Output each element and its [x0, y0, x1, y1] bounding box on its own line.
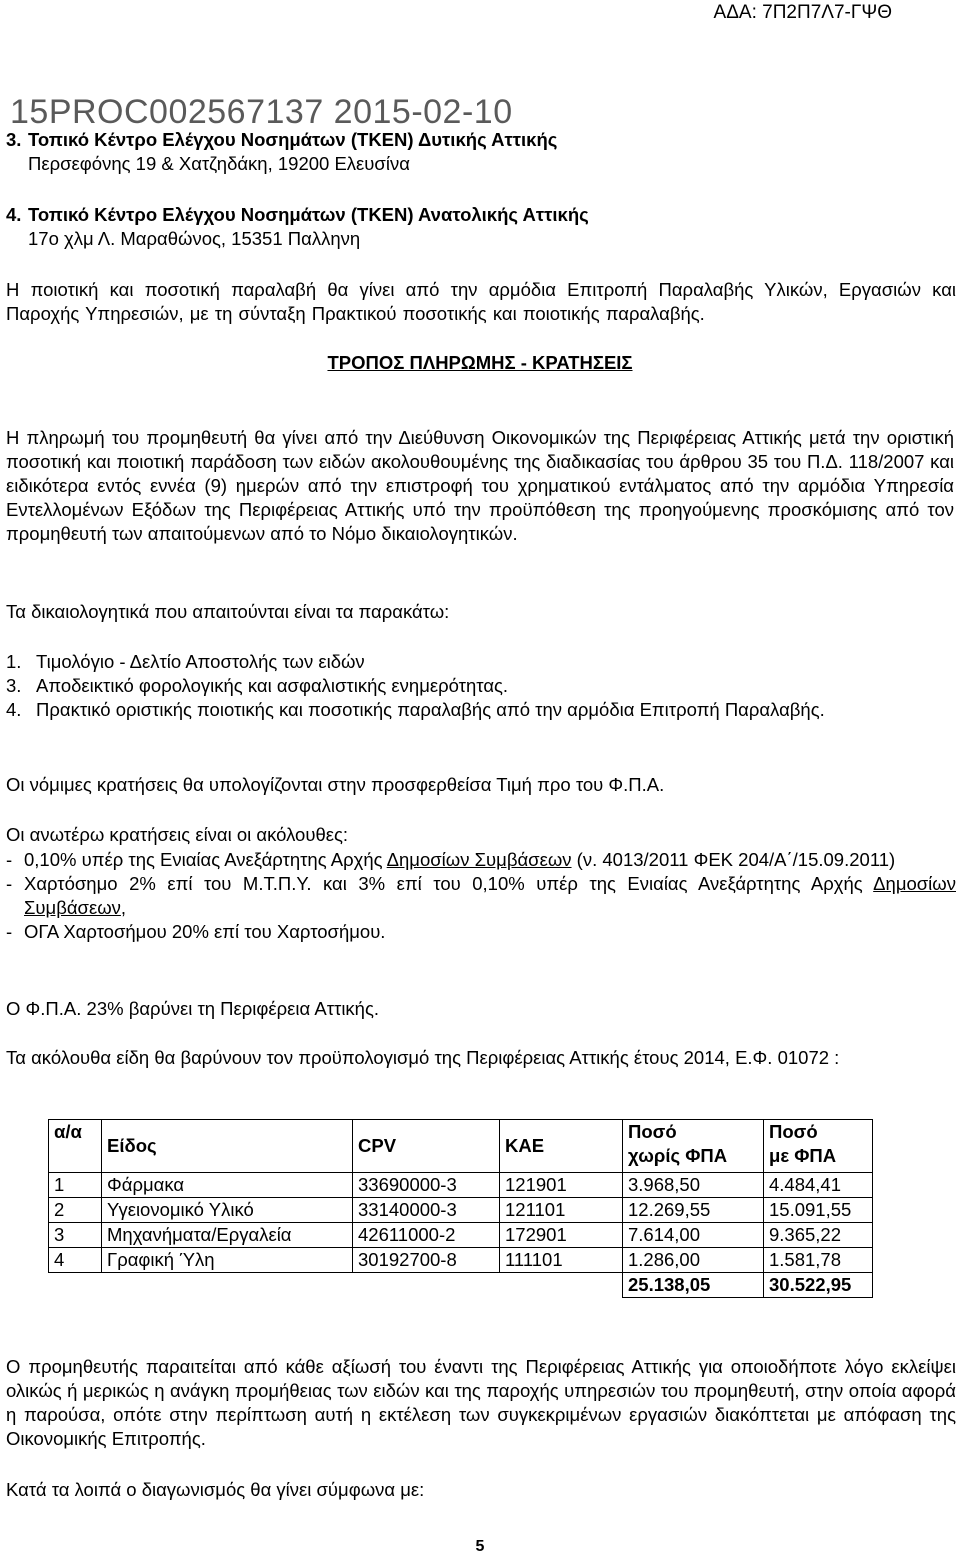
cell-kae: 121901: [500, 1173, 623, 1198]
cell-gross: 1.581,78: [764, 1248, 873, 1273]
col-gross: Ποσό με ΦΠΑ: [764, 1120, 873, 1173]
payment-heading: ΤΡΟΠΟΣ ΠΛΗΡΩΜΗΣ - ΚΡΑΤΗΣΕΙΣ: [327, 352, 633, 373]
documents-list: [6, 650, 956, 722]
list-number: 1.: [6, 651, 22, 672]
table-row: [49, 1173, 873, 1198]
list-text: ΟΓΑ Χαρτοσήμου 20% επί του Χαρτοσήμου.: [24, 921, 386, 942]
ada-code: ΑΔΑ: 7Π2Π7Λ7-ΓΨΘ: [713, 2, 892, 23]
total-net: 25.138,05: [623, 1273, 764, 1298]
budget-note: [6, 1046, 956, 1070]
withholdings-calc: Οι νόμιμες κρατήσεις θα υπολογίζονται στην προσφερθείσα Τιμή προ του Φ.Π.Α.: [6, 774, 665, 795]
waiver-text: Ο προμηθευτής παραιτείται από κάθε αξίωσή του έναντι της Περιφέρειας Αττικής για οποιοδήποτε λόγο εκλείψει ολικώς ή μερικώς η ανάγκη προμήθειας των ειδών και της παροχής υπηρεσιών του προμηθευτή, στην οποία αφορά η παρούσα, οπότε στην περίπτωση αυτή η εκτέλεση των συγκεκριμένων εργασιών διακόπτεται με απόφαση της Οικονομικής Επιτροπής.: [6, 1356, 956, 1449]
cell-kae: 111101: [500, 1248, 623, 1273]
list-text: 0,10% υπέρ της Ενιαίας Ανεξάρτητης Αρχής Δημοσίων Συμβάσεων (ν. 4013/2011 ΦΕΚ 204/Α΄/15.09.2011): [24, 849, 896, 870]
list-text: Αποδεικτικό φορολογικής και ασφαλιστικής ενημερότητας.: [36, 675, 509, 696]
totals-row: [49, 1273, 873, 1298]
vat-note: Ο Φ.Π.Α. 23% βαρύνει τη Περιφέρεια Αττικής.: [6, 998, 380, 1019]
total-gross: 30.522,95: [764, 1273, 873, 1298]
dash-marker: -: [6, 921, 13, 942]
cell-gross: 9.365,22: [764, 1223, 873, 1248]
location-name: Τοπικό Κέντρο Ελέγχου Νοσημάτων (ΤΚΕΝ) Ανατολικής Αττικής: [28, 204, 589, 225]
cell-net: 7.614,00: [623, 1223, 764, 1248]
receipt-paragraph: [6, 278, 956, 326]
list-item: [6, 872, 956, 920]
cell-kae: 172901: [500, 1223, 623, 1248]
cell-kae: 121101: [500, 1198, 623, 1223]
list-text: Πρακτικό οριστικής ποιοτικής και ποσοτικής παραλαβής από την αρμόδια Επιτροπή Παραλαβής.: [36, 699, 825, 720]
page-number: 5: [475, 1538, 485, 1555]
list-item: [6, 848, 956, 872]
cell-cpv: 42611000-2: [353, 1223, 500, 1248]
cell-aa: 3: [49, 1223, 102, 1248]
table-row: [49, 1223, 873, 1248]
items-table: [48, 1119, 873, 1298]
waiver-paragraph: [6, 1355, 956, 1451]
list-number: 4.: [6, 699, 22, 720]
cell-aa: 2: [49, 1198, 102, 1223]
list-text: Τιμολόγιο - Δελτίο Αποστολής των ειδών: [36, 651, 365, 672]
dash-marker: -: [6, 849, 13, 870]
closing-line: Κατά τα λοιπά ο διαγωνισμός θα γίνει σύμφωνα με:: [6, 1479, 425, 1500]
dash-marker: -: [6, 873, 13, 894]
cell-cpv: 33690000-3: [353, 1173, 500, 1198]
table-row: [49, 1198, 873, 1223]
withholdings-list: [6, 848, 956, 944]
budget-text: Τα ακόλουθα είδη θα βαρύνουν τον προϋπολογισμό της Περιφέρειας Αττικής έτους 2014, Ε.Φ. 01072 :: [6, 1047, 840, 1068]
location-address: 17ο χλμ Λ. Μαραθώνος, 15351 Παλληνη: [28, 228, 361, 249]
col-item: Είδος: [102, 1120, 353, 1173]
list-item: [6, 674, 956, 698]
cell-gross: 15.091,55: [764, 1198, 873, 1223]
payment-text: Η πληρωμή του προμηθευτή θα γίνει από την Διεύθυνση Οικονομικών της Περιφέρειας Αττικής μετά την οριστική ποσοτική και ποιοτική παράδοση των ειδών ακολουθουμένης της διαδικασίας του άρθρου 35 του Π.Δ. 118/2007 και ειδικότερα εντός εννέα (9) ημερών από την επιστροφή του χρηματικού εντάλματος από την αρμόδια Υπηρεσία Εντελλομένων Εξόδων της Περιφέρειας Αττικής υπό την προϋπόθεση της προηγούμενης προσκόμισης από τον προμηθευτή των απαιτούμενων από το Νόμο δικαιολογητικών.: [6, 427, 954, 544]
cell-aa: 1: [49, 1173, 102, 1198]
list-item: [6, 920, 956, 944]
list-number: 3.: [6, 675, 22, 696]
table-header-row: [49, 1120, 873, 1173]
cell-item: Γραφική Ύλη: [102, 1248, 353, 1273]
withholdings-intro: Οι ανωτέρω κρατήσεις είναι οι ακόλουθες:: [6, 824, 349, 845]
protocol-number: 15PROC002567137 2015-02-10: [10, 93, 513, 131]
col-kae: ΚΑΕ: [500, 1120, 623, 1173]
payment-paragraph: [6, 426, 954, 546]
col-cpv: CPV: [353, 1120, 500, 1173]
cell-net: 12.269,55: [623, 1198, 764, 1223]
col-aa: α/α: [49, 1120, 102, 1173]
cell-gross: 4.484,41: [764, 1173, 873, 1198]
location-number: 3.: [6, 129, 22, 150]
table-row: [49, 1248, 873, 1273]
cell-item: Φάρμακα: [102, 1173, 353, 1198]
list-text: Χαρτόσημο 2% επί του Μ.Τ.Π.Υ. και 3% επί του 0,10% υπέρ της Ενιαίας Ανεξάρτητης Αρχής Δημοσίων Συμβάσεων,: [24, 873, 956, 918]
location-4: [6, 203, 946, 251]
location-3: [6, 128, 946, 176]
cell-aa: 4: [49, 1248, 102, 1273]
cell-cpv: 30192700-8: [353, 1248, 500, 1273]
list-item: [6, 650, 956, 674]
cell-cpv: 33140000-3: [353, 1198, 500, 1223]
location-name: Τοπικό Κέντρο Ελέγχου Νοσημάτων (ΤΚΕΝ) Δυτικής Αττικής: [28, 129, 558, 150]
receipt-text: Η ποιοτική και ποσοτική παραλαβή θα γίνει από την αρμόδια Επιτροπή Παραλαβής Υλικών, Εργασιών και Παροχής Υπηρεσιών, με τη σύνταξη Πρακτικού ποσοτικής και ποιοτικής παραλαβής.: [6, 279, 956, 324]
location-address: Περσεφόνης 19 & Χατζηδάκη, 19200 Ελευσίνα: [28, 153, 410, 174]
col-net: Ποσό χωρίς ΦΠΑ: [623, 1120, 764, 1173]
cell-item: Μηχανήματα/Εργαλεία: [102, 1223, 353, 1248]
documents-intro: Τα δικαιολογητικά που απαιτούνται είναι τα παρακάτω:: [6, 601, 450, 622]
cell-item: Υγειονομικό Υλικό: [102, 1198, 353, 1223]
location-number: 4.: [6, 204, 22, 225]
list-item: [6, 698, 956, 722]
cell-net: 3.968,50: [623, 1173, 764, 1198]
cell-net: 1.286,00: [623, 1248, 764, 1273]
